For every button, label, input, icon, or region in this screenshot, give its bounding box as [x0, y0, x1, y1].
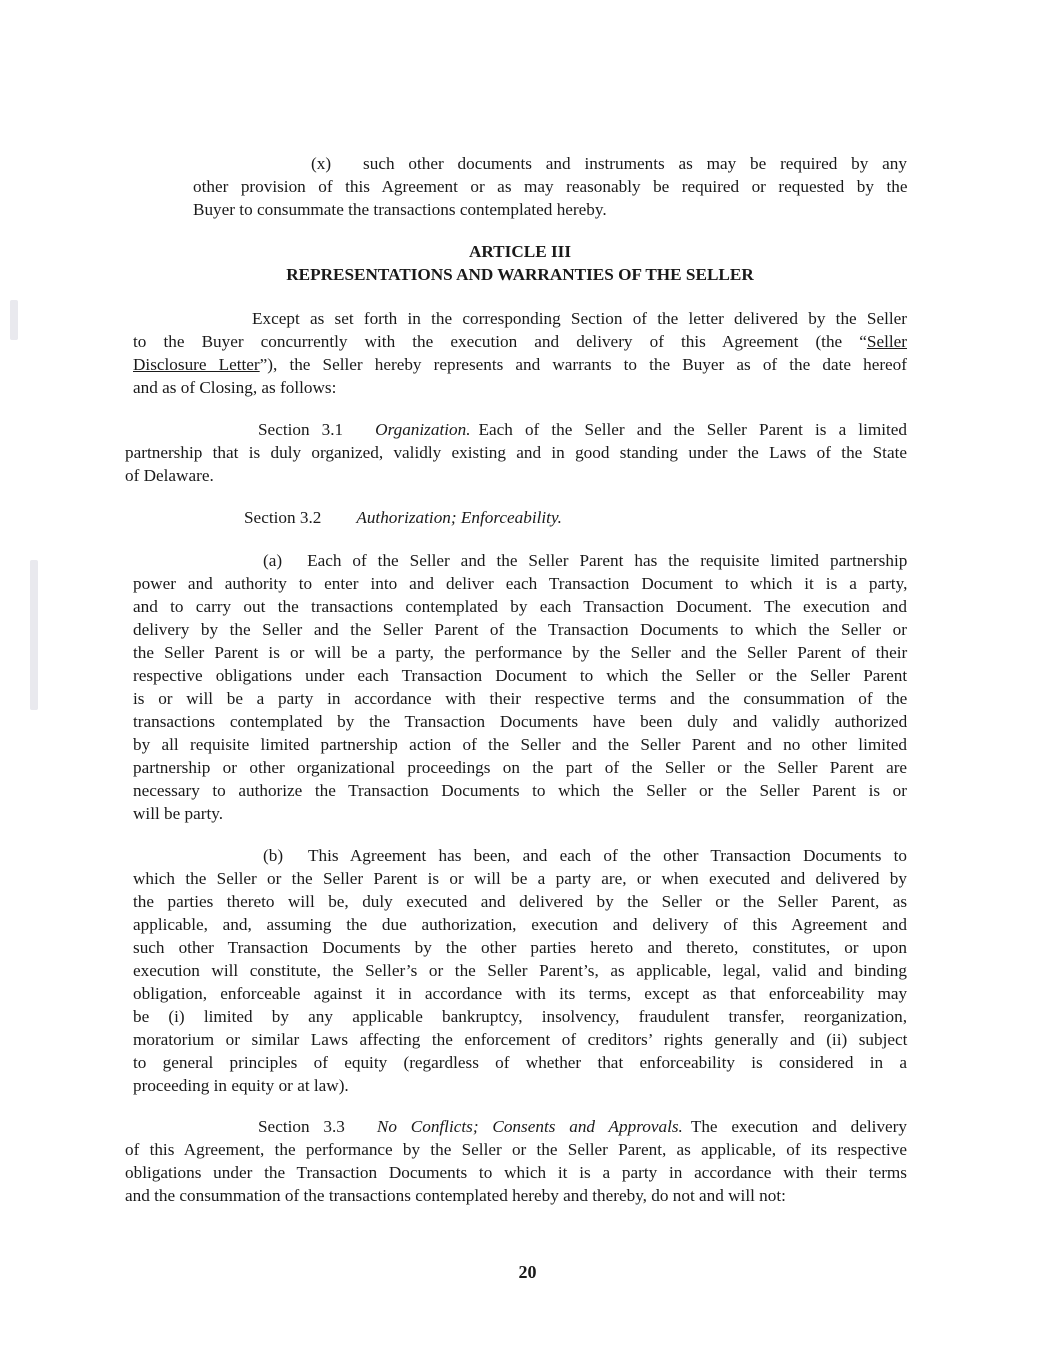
article-title: REPRESENTATIONS AND WARRANTIES OF THE SELLER [286, 265, 754, 284]
section-number: Section 3.1 [258, 420, 344, 439]
scan-artifact [30, 560, 38, 710]
defined-term: Disclosure Letter [133, 355, 260, 374]
clause-label: (x) [311, 154, 332, 173]
article-number: ARTICLE III [468, 242, 572, 261]
section-3-2-b: (b) This Agreement has been, and each of the other Transaction Documents to which the Seller or the Seller Parent is or will be a party are, or when executed and delivered by the parties thereto will be, duly executed and delivered by the Seller or the Seller Parent, as applicable, and, assuming the due authorization, execution and delivery of this Agreement and such other Transaction Documents by the other parties hereto and thereto, constitutes, or upon execution will constitute, the Seller’s or the Seller Parent’s, as applicable, legal, valid and binding obligation, enforceable against it in accordance with its terms, except as that enforceability may be (i) limited by any applicable bankruptcy, insolvency, fraudulent transfer, reorganization, moratorium or similar Laws affecting the enforcement of creditors’ rights generally and (ii) subject to general principles of equity (regardless of whether that enforceability is considered in a proceeding in equity or at law). [133, 846, 908, 1095]
section-heading: Organization. [375, 420, 471, 439]
section-number: Section 3.3 [258, 1117, 345, 1136]
defined-term: Seller [866, 332, 907, 351]
section-3-2-heading [244, 506, 744, 529]
clause-label: (a) [263, 551, 283, 570]
section-heading: No Conflicts; Consents and Approvals. [376, 1117, 683, 1136]
clause-label: (b) [263, 846, 284, 865]
section-3-2-a: (a) Each of the Seller and the Seller Parent has the requisite limited partnership power and authority to enter into and deliver each Transaction Document to which it is a party, and to carry out the transactions contemplated by each Transaction Document. The execution and delivery by the Seller and the Seller Parent of the Transaction Documents to which the Seller or the Seller Parent is or will be a party, the performance by the Seller and the Seller Parent of their respective obligations under each Transaction Document to which the Seller or the Seller Parent is or will be a party in accordance with their respective terms and the consummation of the transactions contemplated by the Transaction Documents have been duly and validly authorized by all requisite limited partnership action of the Seller and the Seller Parent and no other limited partnership or other organizational proceedings on the part of the Seller or the Seller Parent are necessary to authorize the Transaction Documents to which the Seller or the Seller Parent is or will be party. [133, 551, 908, 823]
page-number: 20 [518, 1262, 537, 1282]
paragraph-x: (x) such other documents and instruments as may be required by any other provision of this Agreement or as may reasonably be required or requested by the Buyer to consummate the transactions contemplated hereby. [193, 154, 908, 219]
article-heading [133, 240, 907, 286]
section-3-3: Section 3.3 No Conflicts; Consents and Approvals. The execution and delivery of this Agreement, the performance by the Seller or the Seller Parent, as applicable, of its respective obligations under the Transaction Documents to which it is a party in accordance with their terms and the consummation of the transactions contemplated hereby and thereby, do not and will not: [125, 1117, 907, 1205]
section-heading: Authorization; Enforceability. [356, 508, 562, 527]
section-number: Section 3.2 [244, 508, 322, 527]
intro-paragraph: Except as set forth in the corresponding Section of the letter delivered by the Seller to the Buyer concurrently with the execution and delivery of this Agreement (the “Seller Disclosure Letter”), the Seller hereby represents and warrants to the Buyer as of the date hereof and as of Closing, as follows: [133, 309, 908, 397]
scan-artifact [10, 300, 18, 340]
section-3-1: Section 3.1 Organization. Each of the Seller and the Seller Parent is a limited partnership that is duly organized, validly existing and in good standing under the Laws of the State of Delaware. [125, 420, 908, 485]
